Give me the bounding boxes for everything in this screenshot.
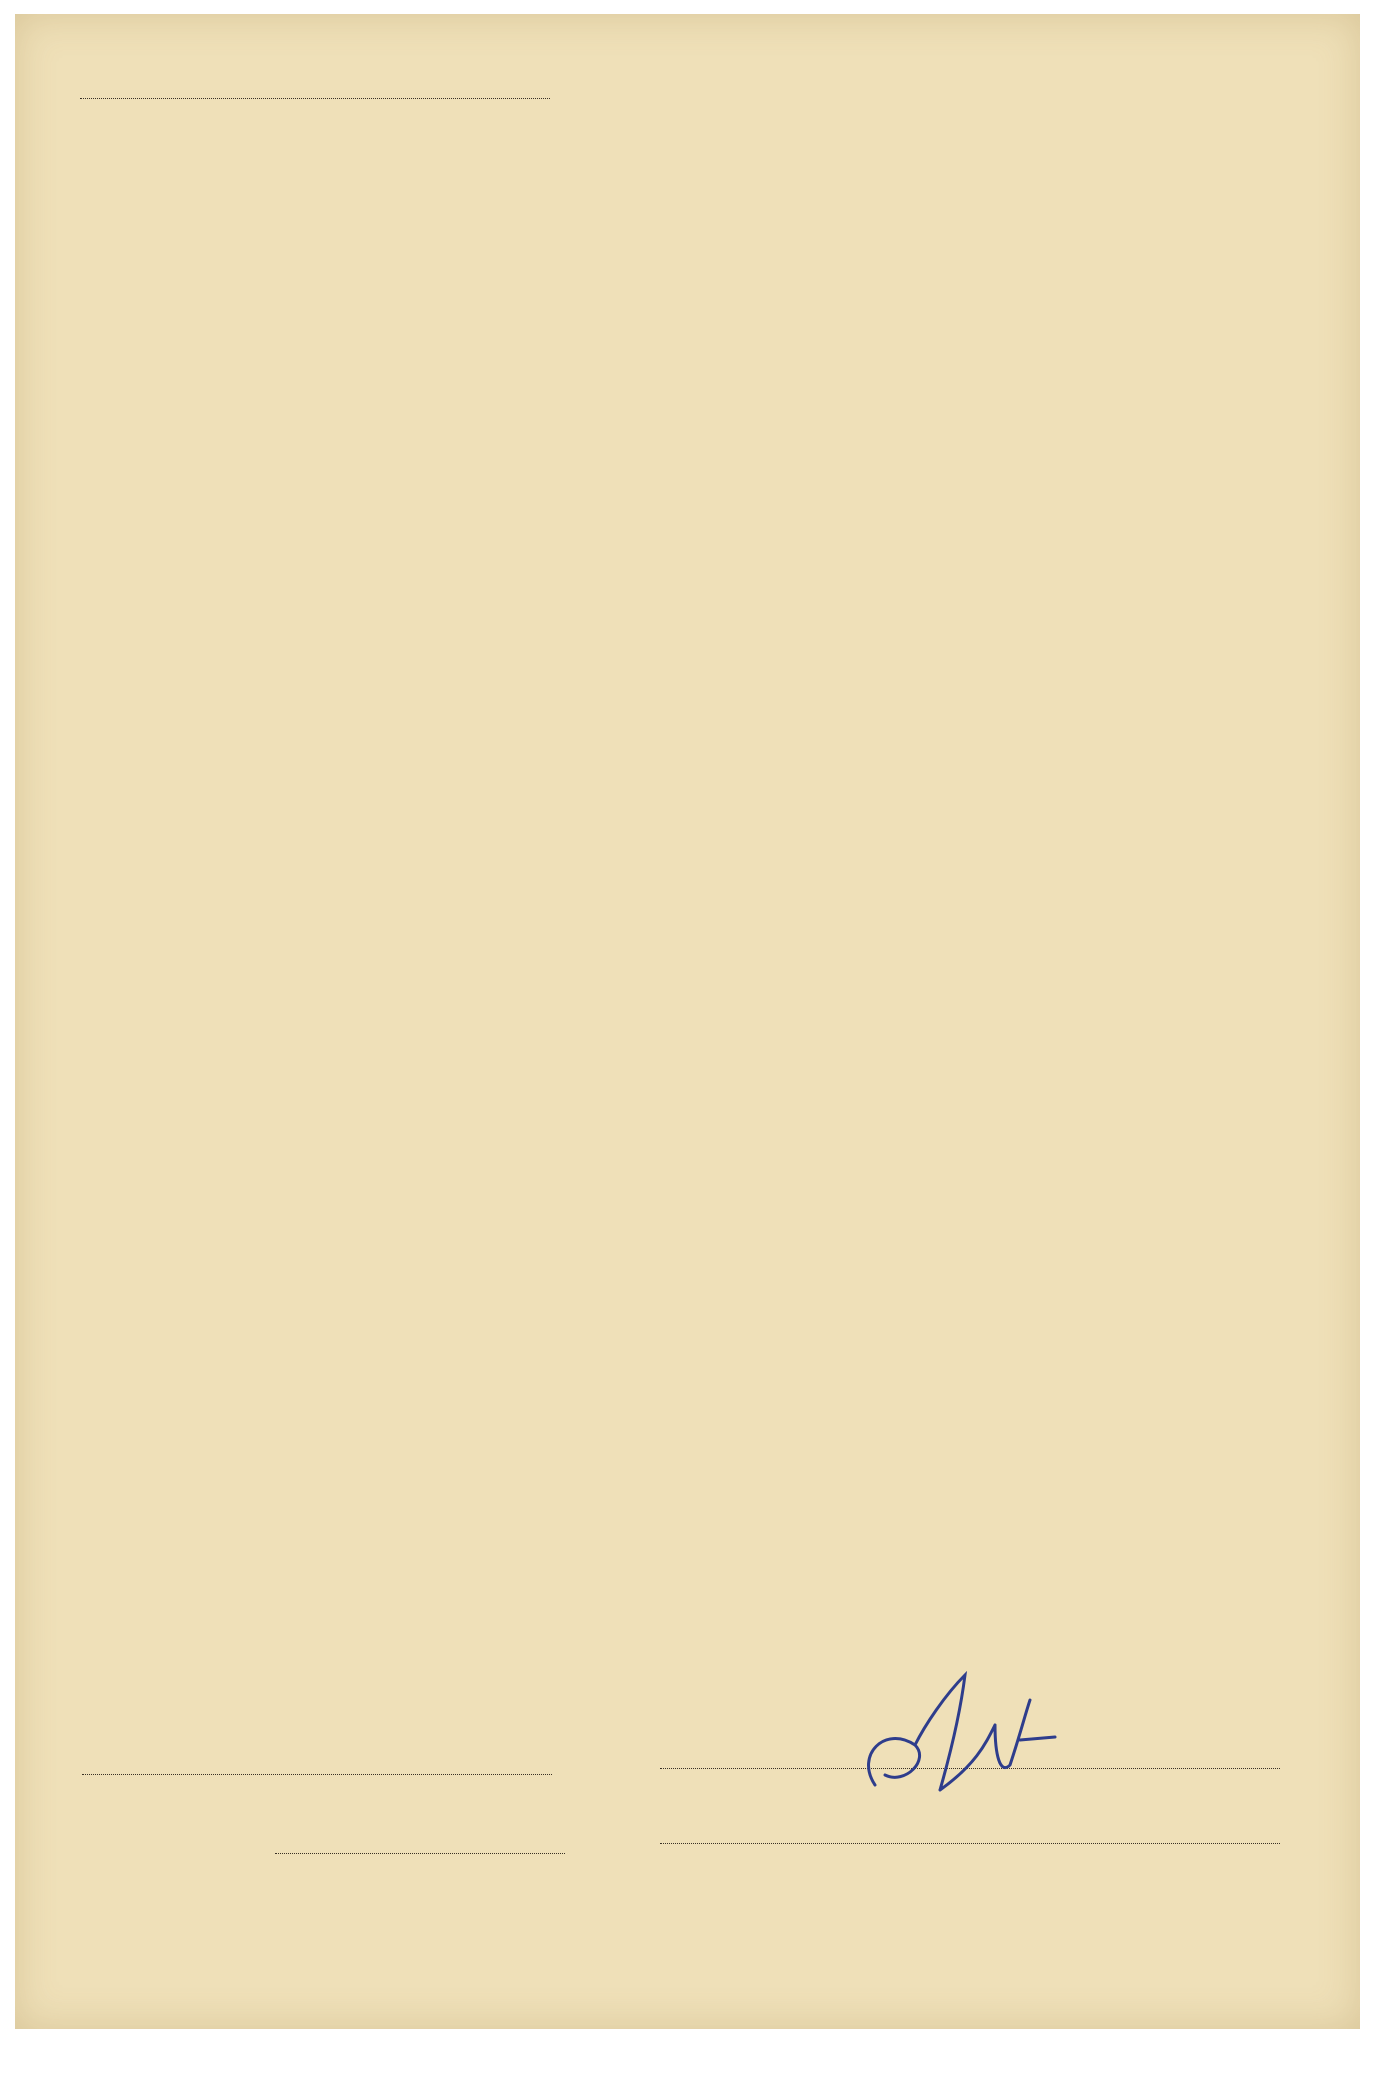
bottom-unit-dotted-line xyxy=(82,1774,552,1775)
formation-dotted-line xyxy=(660,1843,1280,1844)
date-dotted-line xyxy=(275,1853,565,1854)
commander-signature xyxy=(845,1665,1075,1815)
